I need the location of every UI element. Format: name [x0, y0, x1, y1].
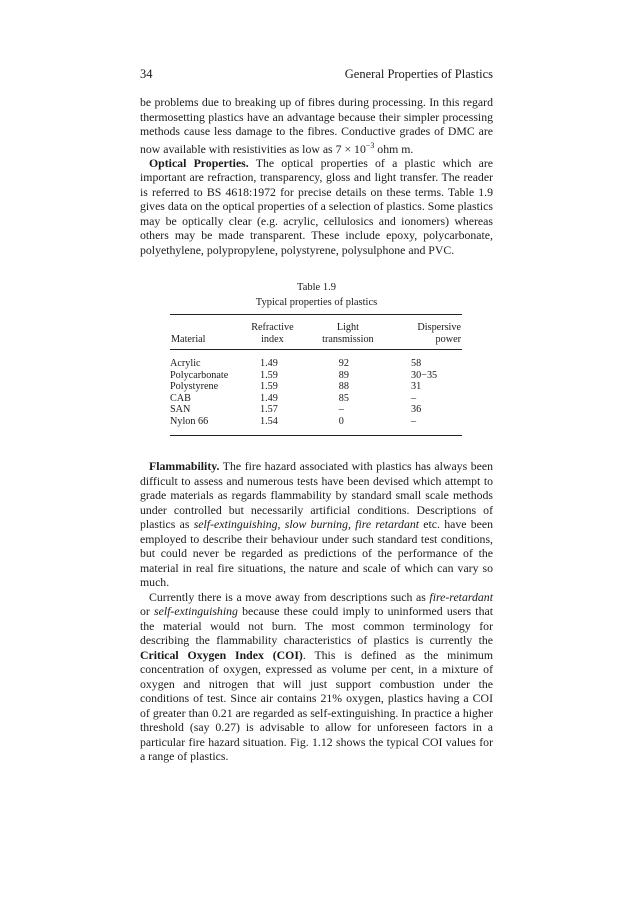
cell-dispersive-power: – [411, 415, 417, 427]
coi-text-3: because these could imply to uninformed users that the material would not burn. The most common terminology for describing the flammability characteristics of plastics is currently the [140, 604, 493, 647]
cell-refractive-index: 1.59 [260, 381, 278, 392]
cell-dispersive-power: 30−35 [411, 369, 438, 381]
flammability-text-1: The fire hazard associated with plastics has always been difficult to assess and numerous tests have been devised which attempt to grade materials as regards flammability by standard small scale methods under controlled but necessarily artificial conditions. Descriptions of plastics as [140, 459, 493, 531]
upper-text [140, 95, 493, 257]
cell-refractive-index: 1.49 [260, 392, 278, 404]
coi-text-1: Currently there is a move away from descriptions such as [149, 589, 430, 604]
cell-refractive-index: 1.49 [260, 358, 278, 369]
cell-refractive-index: 1.59 [260, 369, 278, 381]
cell-light-transmission: 92 [338, 358, 349, 369]
paragraph-fibres-text: be problems due to breaking up of fibres during processing. In this regard thermosetting plastics have an advantage because their simpler processing methods cause less damage to the fibres. Conductive grades of DMC are now available with resistivities as low as 7 × 10 [140, 95, 493, 156]
optical-heading: Optical Properties. [149, 155, 249, 170]
flammability-italic-terms: self-extinguishing, slow burning, fire retardant [193, 517, 420, 531]
cell-material: SAN [170, 404, 191, 415]
cell-light-transmission: 88 [338, 381, 349, 392]
page-header [140, 67, 493, 82]
table-title: Typical properties of plastics [255, 297, 378, 308]
running-title: General Properties of Plastics [344, 67, 493, 81]
header-refractive-index: Refractive index [240, 315, 305, 350]
cell-dispersive-power: 31 [411, 381, 422, 392]
coi-italic-1: fire-retardant [429, 589, 493, 604]
paragraph-flammability [140, 459, 493, 590]
cell-dispersive-power: 58 [411, 358, 422, 369]
cell-material: Acrylic [170, 358, 201, 369]
cell-light-transmission: – [338, 404, 344, 415]
paragraph-coi [140, 590, 493, 764]
cell-dispersive-power: – [411, 392, 417, 404]
header-dispersive-power: Dispersive power [391, 315, 462, 350]
lower-text [140, 459, 493, 764]
exponent: −3 [365, 140, 375, 150]
paragraph-fibres-end: ohm m. [374, 141, 414, 156]
properties-table [170, 314, 462, 436]
table-row [170, 381, 462, 393]
coi-text-4: . This is defined as the minimum concentration of oxygen, expressed as volume per cent, in a mixture of oxygen and nitrogen that will just support combustion under the conditions of test. Since air contains 21% oxygen, plastics having a COI of greater than 0.21 are regarded as self-extinguishing. In practice a higher threshold (say 0.27) is advisable to allow for unforeseen factors in a particular fire hazard situation. Fig. 1.12 shows the typical COI values for a range of plastics. [140, 647, 493, 763]
paragraph-optical [140, 156, 493, 258]
header-material: Material [170, 315, 240, 350]
paragraph-fibres [140, 95, 493, 156]
flammability-heading: Flammability. [149, 459, 220, 473]
coi-bold-term: Critical Oxygen Index (COI) [140, 647, 303, 662]
table-row [170, 350, 462, 370]
cell-material: CAB [170, 392, 191, 404]
coi-text-2: or [140, 604, 155, 618]
table-number: Table 1.9 [297, 282, 336, 293]
cell-dispersive-power: 36 [411, 404, 422, 415]
table-header-row [170, 315, 462, 350]
cell-material: Nylon 66 [170, 415, 209, 427]
cell-light-transmission: 85 [338, 392, 349, 404]
page-number: 34 [140, 67, 153, 81]
flammability-text-2: etc. have been employed to describe their behaviour under such standard test conditions, but could never be regarded as predictions of the performance of the material in real fire situations, the nature and scale of which can vary so much. [140, 517, 493, 589]
table-row [170, 416, 462, 436]
header-light-transmission: Light transmission [305, 315, 391, 350]
cell-light-transmission: 0 [338, 415, 344, 427]
cell-light-transmission: 89 [338, 369, 349, 381]
coi-italic-2: self-extinguishing [154, 604, 238, 618]
cell-refractive-index: 1.57 [260, 404, 278, 415]
cell-material: Polycarbonate [170, 369, 229, 381]
cell-refractive-index: 1.54 [260, 415, 278, 427]
table-row [170, 404, 462, 416]
table-row [170, 393, 462, 405]
table-row [170, 370, 462, 382]
cell-material: Polystyrene [170, 381, 219, 392]
optical-text: The optical properties of a plastic which are important are refraction, transparency, gloss and light transfer. The reader is referred to BS 4618:1972 for precise details on these terms. Table 1.9 gives data on the optical properties of a selection of plastics. Some plastics may be optically clear (e.g. acrylic, cellulosics and ionomers) whereas others may be made transparent. These include epoxy, polycarbonate, polyethylene, polypropylene, polystyrene, polysulphone and PVC. [140, 155, 493, 257]
